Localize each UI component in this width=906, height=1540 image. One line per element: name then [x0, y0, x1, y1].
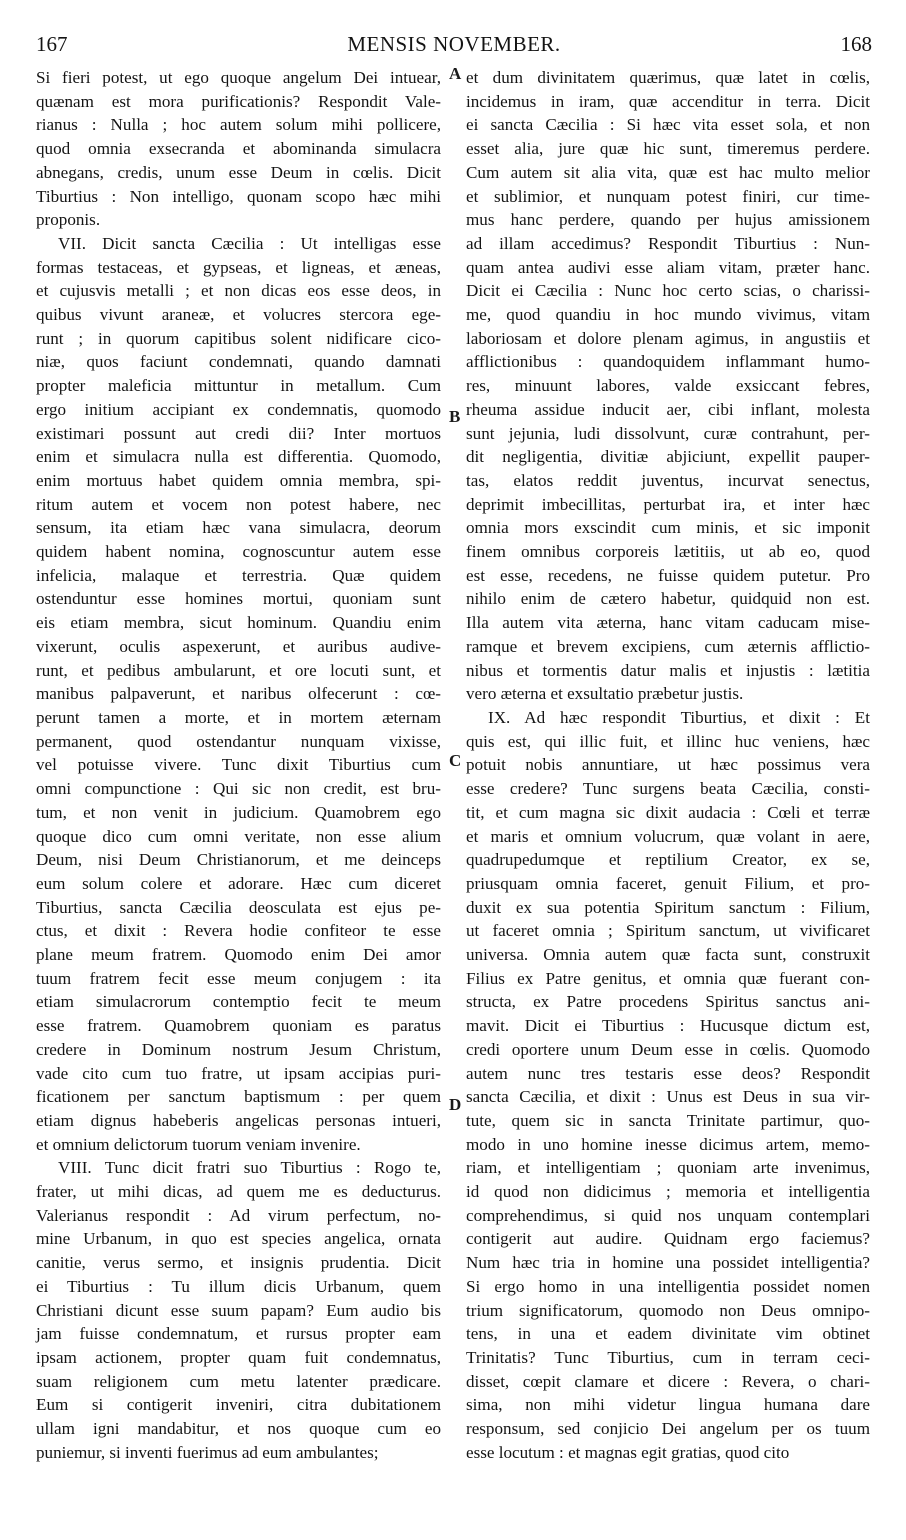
text-line: IX. Ad hæc respondit Tiburtius, et dixit : Et: [488, 707, 870, 727]
text-line: credere in Dominum nostrum Jesum Christum,: [36, 1039, 441, 1059]
text-line: canitie, verus sermo, et insignis prudentia. Dicit: [36, 1253, 441, 1273]
text-line: mus hanc perdere, quando per hujus amissionem: [466, 210, 870, 230]
text-line: et sublimior, et nunquam potest finiri, cur time-: [466, 186, 870, 206]
text-line: priusquam omnia faceret, genuit Filium, et pro-: [466, 873, 870, 893]
text-line: frater, ut mihi dicas, ad quem me es deducturus.: [36, 1182, 441, 1202]
text-line: ergo initium accipiant ex condemnatis, quomodo: [36, 399, 441, 419]
text-line: runt, et pedibus ambularunt, et ore locuti sunt, et: [36, 660, 441, 680]
text-line: et omnium delictorum tuorum veniam invenire.: [36, 1134, 361, 1154]
text-line: autem nunc tres testaris esse deos? Respondit: [466, 1063, 870, 1083]
text-line: tit, et cum magna sic dixit audacia : Cœli et terræ: [466, 802, 870, 822]
text-line: tas, elatos reddit juventus, incurvat senectus,: [466, 470, 870, 490]
text-line: Deum, nisi Deum Christianorum, et me deinceps: [36, 850, 441, 870]
text-line: esse credere? Tunc surgens beata Cæcilia, consti-: [466, 779, 870, 799]
text-line: Christiani dicunt esse suum papam? Eum audio bis: [36, 1300, 441, 1320]
text-line: enim et simulacra nulla est differentia. Quomodo,: [36, 447, 441, 467]
running-header: [36, 32, 872, 62]
text-line: jam fuisse condemnatum, et rursus propter eam: [36, 1324, 441, 1344]
text-line: ad illam accedimus? Respondit Tiburtius : Nun-: [466, 233, 870, 253]
text-line: mavit. Dicit ei Tiburtius : Hucusque dictum est,: [466, 1016, 870, 1036]
text-line: Dicit ei Cæcilia : Nunc hoc certo scias, o charissi-: [466, 281, 870, 301]
text-line: ei sancta Cæcilia : Si hæc vita esset sola, et non: [466, 115, 870, 135]
margin-letter-d: D: [449, 1095, 462, 1114]
text-line: comprehendimus, si quid nos unquam contemplari: [466, 1205, 870, 1225]
text-line: id quod non didicimus ; memoria et intelligentia: [466, 1182, 870, 1202]
text-line: quam antea audivi esse aliam vitam, præter hanc.: [466, 257, 870, 277]
text-line: Valerianus respondit : Ad virum perfectum, no-: [36, 1205, 441, 1225]
text-line: riam, et intelligentiam ; quoniam arte invenimus,: [466, 1158, 870, 1178]
text-line: mine Urbanum, in quo est species angelica, ornata: [36, 1229, 441, 1249]
text-line: modo in uno homine inesse dicimus artem, memo-: [466, 1134, 870, 1154]
text-line: suam religionem cum metu latenter prædicare.: [36, 1371, 441, 1391]
text-line: deprimit imbecillitas, perturbat ira, et inter hæc: [466, 494, 870, 514]
text-line: VIII. Tunc dicit fratri suo Tiburtius : Rogo te,: [58, 1158, 441, 1178]
text-line: ipsam actionem, propter quam fuit condemnatus,: [36, 1347, 441, 1367]
text-line: manibus palpaverunt, et naribus olfecerunt : cœ-: [36, 684, 441, 704]
text-line: enim mortuus habet quidem omnia membra, spi-: [36, 470, 441, 490]
left-column: [36, 66, 441, 1464]
text-line: omni compunctione : Qui sic non credit, est bru-: [36, 779, 441, 799]
text-line: Tiburtius : Non intelligo, quonam scopo hæc mihi: [36, 186, 441, 206]
page-number-left: 167: [36, 32, 68, 56]
text-line: contigerit aut audire. Quidnam ergo faciemus?: [466, 1229, 870, 1249]
text-line: sunt jejunia, ludi dissolvunt, curæ contrahunt, per-: [466, 423, 870, 443]
text-line: finem omnibus corporeis lætitiis, ut ab eo, quod: [466, 542, 870, 562]
text-line: Si fieri potest, ut ego quoque angelum Dei intuear,: [36, 68, 441, 87]
text-line: Si ergo homo in una intelligentia possidet nomen: [466, 1276, 870, 1296]
text-line: est esse, recedens, ne fuisse quidem putetur. Pro: [466, 565, 870, 585]
text-line: ullam igni mandabitur, et nos quoque cum eo: [36, 1419, 441, 1439]
text-line: tum, et non venit in judicium. Quamobrem ego: [36, 802, 441, 822]
text-line: etiam dignus habeberis angelicas personas intueri,: [36, 1110, 441, 1130]
text-line: quoque dico cum omni veritate, non esse alium: [36, 826, 441, 846]
text-line: etiam simulacrorum contemptio fecit te meum: [36, 992, 441, 1012]
text-line: res, minuunt labores, valde exsiccant febres,: [466, 376, 870, 396]
text-line: et dum divinitatem quærimus, quæ latet in cœlis,: [466, 68, 870, 87]
right-column: [466, 66, 870, 1464]
text-line: sima, non mihi videtur lingua humana dare: [466, 1395, 870, 1415]
text-line: nihilo enim de cætero habetur, quidquid non est.: [466, 589, 870, 609]
text-line: incidemus in iram, quæ accenditur in terra. Dicit: [466, 91, 870, 111]
text-line: structa, ex Patre procedens Spiritus sanctus ani-: [466, 992, 870, 1012]
text-line: ei Tiburtius : Tu illum dicis Urbanum, quem: [36, 1276, 441, 1296]
text-line: infelicia, malaque et terrestria. Quæ quidem: [36, 565, 441, 585]
text-line: formas testaceas, et gypseas, et ligneas, et æneas,: [36, 257, 441, 277]
text-line: quibus vivunt araneæ, et volucres stercora ege-: [36, 305, 441, 325]
text-line: Filius ex Patre genitus, et omnia quæ fuerant con-: [466, 968, 870, 988]
text-line: quod omnia exsecranda et abominanda simulacra: [36, 139, 441, 159]
text-line: quadrupedumque et reptilium Creator, ex se,: [466, 850, 870, 870]
text-line: vixerunt, oculis aspexerunt, et auribus audive-: [36, 636, 441, 656]
text-line: quænam est mora purificationis? Respondit Vale-: [36, 91, 441, 111]
text-line: omnia mors exscindit cum minis, et sic imponit: [466, 518, 870, 538]
text-line: Illa autem vita æterna, hanc vitam caducam mise-: [466, 613, 870, 633]
text-line: abnegans, credis, unum esse Deum in cœlis. Dicit: [36, 162, 441, 182]
text-line: tuum fratrem fecit esse meum conjugem : ita: [36, 968, 441, 988]
text-line: rheuma assidue inducit aer, cibi inflant, molesta: [466, 399, 870, 419]
text-line: runt ; in quorum capitibus solent nidificare cico-: [36, 328, 441, 348]
text-line: dit negligentia, divitiæ abjiciunt, expellit pauper-: [466, 447, 870, 467]
text-line: esse locutum : et magnas egit gratias, quod cito: [466, 1442, 790, 1462]
text-line: responsum, sed conjicio Dei angelum per os tuum: [466, 1419, 870, 1439]
text-line: vero æterna et exsultatio præbetur justis.: [466, 684, 744, 704]
text-line: Eum si contigerit inveniri, citra dubitationem: [36, 1395, 441, 1415]
text-line: vade cito cum tuo fratre, ut ipsam accipias puri-: [36, 1063, 441, 1083]
text-line: tute, quem sic in sancta Trinitate partimur, quo-: [466, 1110, 870, 1130]
text-line: quidem habent nomina, cognoscuntur autem esse: [36, 542, 441, 562]
text-line: plane meum fratrem. Quomodo enim Dei amor: [36, 945, 441, 965]
text-line: universa. Omnia autem quæ facta sunt, construxit: [466, 945, 870, 965]
text-line: Tiburtius, sancta Cæcilia deosculata est ejus pe-: [36, 897, 441, 917]
text-line: et cujusvis metalli ; et non dicas eos esse deos, in: [36, 281, 441, 301]
text-line: ctus, et dixit : Revera hodie confiteor te esse: [36, 921, 441, 941]
text-line: laboriosam et dolore plenam agimus, in angustiis et: [466, 328, 870, 348]
text-line: VII. Dicit sancta Cæcilia : Ut intelligas esse: [58, 233, 441, 253]
text-line: eis etiam membra, sicut hominum. Quandiu enim: [36, 613, 441, 633]
text-line: ritum autem et vocem non potest habere, nec: [36, 494, 441, 514]
running-title: MENSIS NOVEMBER.: [347, 32, 561, 56]
text-line: permanent, quod ostendantur nunquam vixisse,: [36, 731, 441, 751]
text-line: esse fratrem. Quamobrem quoniam es paratus: [36, 1016, 441, 1036]
text-line: propter maleficia mittuntur in metallum. Cum: [36, 376, 441, 396]
page-number-right: 168: [840, 32, 872, 56]
text-line: sancta Cæcilia, et dixit : Unus est Deus in sua vir-: [466, 1087, 870, 1107]
text-line: disset, cœpit clamare et dicere : Revera, o chari-: [466, 1371, 870, 1391]
text-line: me, quod quandiu in hoc mundo vivimus, vitam: [466, 305, 870, 325]
text-line: afflictionibus : quandoquidem inflammant humo-: [466, 352, 870, 372]
text-line: rianus : Nulla ; hoc autem solum mihi pollicere,: [36, 115, 441, 135]
margin-letter-b: B: [449, 407, 461, 426]
text-line: esset alia, jure quæ hic sunt, timeremus perdere.: [466, 139, 870, 159]
text-line: Trinitatis? Tunc Tiburtius, cum in terram ceci-: [466, 1347, 870, 1367]
text-line: existimari possunt aut credi dii? Inter mortuos: [36, 423, 441, 443]
text-line: ut faceret omnia ; Spiritum sanctum, ut vivificaret: [466, 921, 870, 941]
text-line: Cum autem sit alia vita, quæ est hac multo melior: [466, 162, 870, 182]
text-line: duxit ex sua potentia Spiritum sanctum : Filium,: [466, 897, 870, 917]
margin-letter-a: A: [449, 64, 462, 83]
text-line: trium significatorum, quomodo non Deus omnipo-: [466, 1300, 870, 1320]
text-line: nibus et tormentis datur malis et injustis : lætitia: [466, 660, 870, 680]
text-line: puniemur, si inventi fuerimus ad eum ambulantes;: [36, 1442, 379, 1462]
text-line: Num hæc tria in homine una possidet intelligentia?: [466, 1253, 870, 1273]
text-line: perunt tamen a morte, et in mortem æternam: [36, 707, 441, 727]
text-line: vel potuisse vivere. Tunc dixit Tiburtius cum: [36, 755, 441, 775]
text-line: ficationem per sanctum baptismum : per quem: [36, 1087, 441, 1107]
margin-letter-c: C: [449, 751, 462, 770]
text-line: sensum, ita etiam hæc vana simulacra, deorum: [36, 518, 441, 538]
text-line: credi oportere unum Deum esse in cœlis. Quomodo: [466, 1039, 870, 1059]
text-line: tens, in una et eadem divinitate vim obtinet: [466, 1324, 870, 1344]
text-line: ramque et brevem excipiens, cum æternis afflictio-: [466, 636, 870, 656]
text-line: proponis.: [36, 210, 101, 230]
text-line: eum solum colere et adorare. Hæc cum diceret: [36, 873, 441, 893]
text-line: niæ, quos faciunt condemnati, quando damnati: [36, 352, 441, 372]
text-line: et maris et omnium volucrum, quæ volant in aere,: [466, 826, 870, 846]
text-line: quis est, qui illic fuit, et illinc huc veniens, hæc: [466, 731, 870, 751]
text-line: potuit nobis annuntiare, ut hæc possimus vera: [466, 755, 870, 775]
text-line: ostenduntur esse homines mortui, quoniam sunt: [36, 589, 441, 609]
